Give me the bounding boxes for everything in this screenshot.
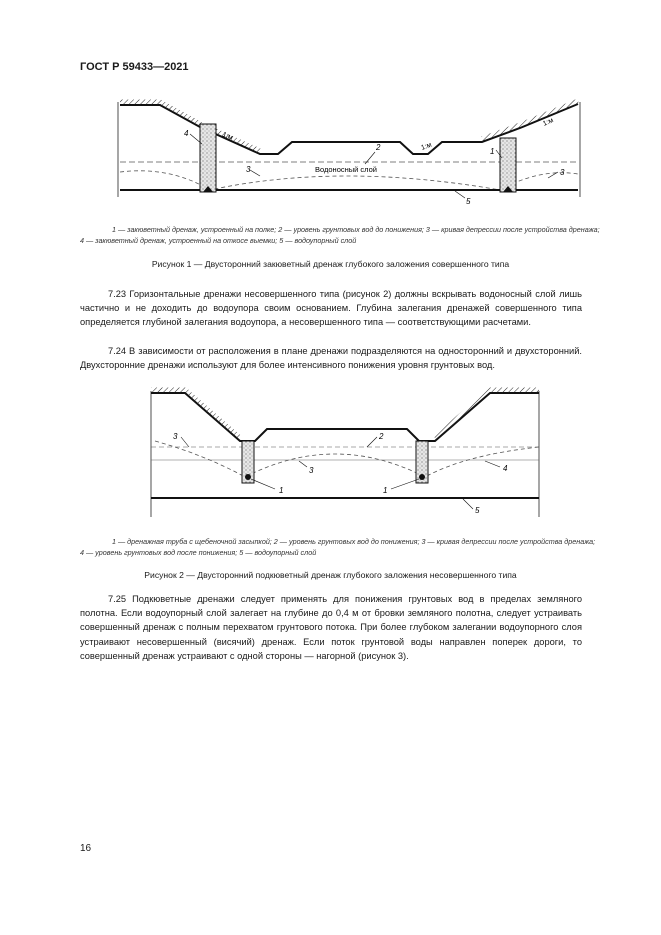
fig2-label-3a: 3 bbox=[173, 432, 178, 441]
drain-right bbox=[500, 138, 516, 192]
fig1-aquifer-label: Водоносный слой bbox=[315, 165, 377, 174]
figure-2-caption: Рисунок 2 — Двусторонний подкюветный дренаж глубокого заложения несовершенного типа bbox=[144, 570, 517, 580]
drain-left bbox=[200, 124, 216, 192]
fig1-slope-left: 1:м bbox=[221, 131, 234, 142]
fig1-label-3b: 3 bbox=[560, 168, 565, 177]
fig1-label-3a: 3 bbox=[246, 165, 251, 174]
document-header: ГОСТ Р 59433—2021 bbox=[80, 61, 189, 73]
paragraph-7-23: 7.23 Горизонтальные дренажи несовершенного типа (рисунок 2) должны вскрывать водоносный слой лишь частично и не доходить до водоупора своим основанием. Глубина залегания дренажей совершенного типа определяется глубиной залегания водоупора, а несовершенного типа — соответствующими расчетами. bbox=[80, 289, 582, 328]
paragraph-7-24: 7.24 В зависимости от расположения в плане дренажи подразделяются на односторонний и двухсторонний. Двухсторонние дренажи используют для более интенсивного понижения уровня грунтовых вод. bbox=[80, 346, 582, 371]
fig1-label-4: 4 bbox=[184, 129, 189, 138]
fig2-label-1b: 1 bbox=[383, 486, 388, 495]
fig1-label-2: 2 bbox=[376, 143, 381, 152]
fig2-label-1a: 1 bbox=[279, 486, 284, 495]
figure-2-legend: 1 — дренажная труба с щебеночной засыпкой; 2 — уровень грунтовых вод до понижения; 3 — кривая депрессии после устройства дренажа; 4 — уровень грунтовых вод после понижения; 5 — водоупорный слой bbox=[80, 537, 596, 557]
fig1-label-5: 5 bbox=[466, 197, 471, 206]
fig1-slope-mid: 1:м bbox=[420, 141, 433, 152]
fig2-label-2: 2 bbox=[379, 432, 384, 441]
page-number: 16 bbox=[80, 843, 92, 854]
fig1-label-1: 1 bbox=[490, 147, 495, 156]
fig2-label-3b: 3 bbox=[309, 466, 314, 475]
fig2-label-5: 5 bbox=[475, 506, 480, 515]
figure-1-drawing bbox=[110, 92, 590, 217]
fig1-slope-right: 1:м bbox=[541, 117, 555, 128]
fig2-label-4: 4 bbox=[503, 464, 508, 473]
paragraph-7-25: 7.25 Подкюветные дренажи следует применять для понижения грунтовых вод в пределах земляного полотна. Если водоупорный слой залегает на глубине до 0,4 м от бровки земляного полотна, следует устраивать совершенный дренаж с полным перехватом грунтового потока. При более глубоком залегании водоупорного слоя устраивают несовершенный (висячий) дренаж. Если поток грунтовой воды направлен поперек дороги, то совершенный дренаж устраивают с одной стороны — нагорной (рисунок 3). bbox=[80, 594, 582, 661]
figure-1-caption: Рисунок 1 — Двусторонний закюветный дренаж глубокого заложения совершенного типа bbox=[151, 259, 510, 269]
figure-2-drawing bbox=[145, 385, 545, 520]
fig2-depression-curve bbox=[155, 441, 539, 477]
figure-1-legend: 1 — закюветный дренаж, устроенный на полке; 2 — уровень грунтовых вод до понижения; 3 — кривая депрессии после устройства дренажа; 4 — закюветный дренаж, устроенный на откосе выемки; 5 — водоупорный слой bbox=[80, 225, 600, 245]
